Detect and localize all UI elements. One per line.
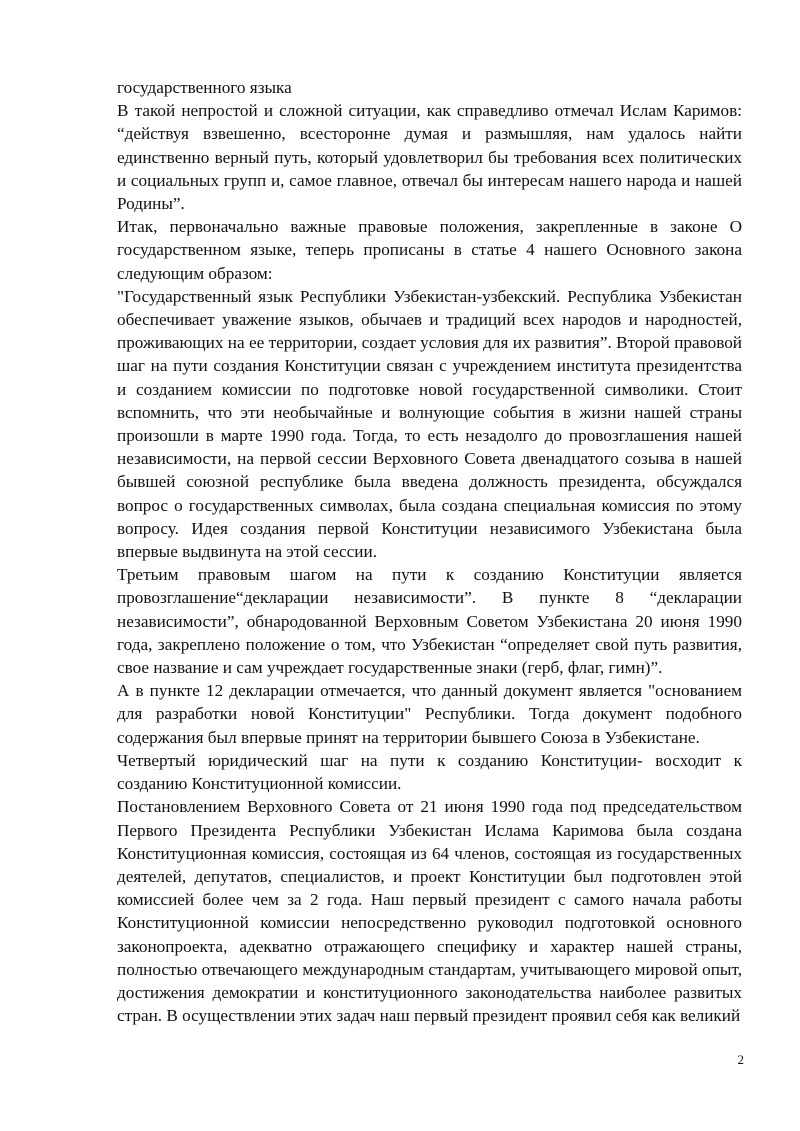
paragraph-1: государственного языка <box>117 78 292 97</box>
paragraph-2: В такой непростой и сложной ситуации, как справедливо отмечал Ислам Каримов: “действуя взвешенно, всесторонне думая и размышляя, нам удалось найти единственно верный путь, который удовлетворил бы требования всех политических и социальных групп и, самое главное, отвечал бы интересам нашего народа и нашей Родины”. <box>117 101 742 214</box>
paragraph-5: Третьим правовым шагом на пути к созданию Конституции является провозглашение“декларации независимости”. В пункте 8 “декларации независимости”, обнародованной Верховным Советом Узбекистана 20 июня 1990 года, закреплено положение о том, что Узбекистан “определяет свой путь развития, свое название и сам учреждает государственные знаки (герб, флаг, гимн)”. <box>117 565 742 678</box>
paragraph-7: Четвертый юридический шаг на пути к созданию Конституции- восходит к созданию Конституционной комиссии. <box>117 750 742 794</box>
document-body <box>117 76 742 1027</box>
paragraph-6: А в пункте 12 декларации отмечается, что данный документ является "основанием для разработки новой Конституции" Республики. Тогда документ подобного содержания был впервые принят на территории бывшего Союза в Узбекистане. <box>117 681 742 747</box>
paragraph-3: Итак, первоначально важные правовые положения, закрепленные в законе О государственном языке, теперь прописаны в статье 4 нашего Основного закона следующим образом: <box>117 217 742 283</box>
page-number: 2 <box>737 1052 744 1067</box>
paragraph-4: "Государственный язык Республики Узбекистан-узбекский. Республика Узбекистан обеспечивает уважение языков, обычаев и традиций всех народов и народностей, проживающих на ее территории, создает условия для их развития”. Второй правовой шаг на пути создания Конституции связан с учреждением института президентства и созданием комиссии по подготовке новой государственной символики. Стоит вспомнить, что эти необычайные и волнующие события в жизни нашей страны произошли в марте 1990 года. Тогда, то есть незадолго до провозглашения нашей независимости, на первой сессии Верховного Совета двенадцатого созыва в нашей бывшей союзной республике была введена должность президента, обсуждался вопрос о государственных символах, была создана специальная комиссия по этому вопросу. Идея создания первой Конституции независимого Узбекистана была впервые выдвинута на этой сессии. <box>117 286 742 562</box>
paragraph-8: Постановлением Верховного Совета от 21 июня 1990 года под председательством Первого Президента Республики Узбекистан Ислама Каримова была создана Конституционная комиссия, состоящая из 64 членов, состоящая из государственных деятелей, депутатов, специалистов, и проект Конституции был подготовлен этой комиссией более чем за 2 года. Наш первый президент с самого начала работы Конституционной комиссии непосредственно руководил подготовкой основного законопроекта, адекватно отражающего специфику и характер нашей страны, полностью отвечающего международным стандартам, учитывающего мировой опыт, достижения демократии и конституционного законодательства наиболее развитых стран. В осуществлении этих задач наш первый президент проявил себя как великий <box>117 797 742 1026</box>
